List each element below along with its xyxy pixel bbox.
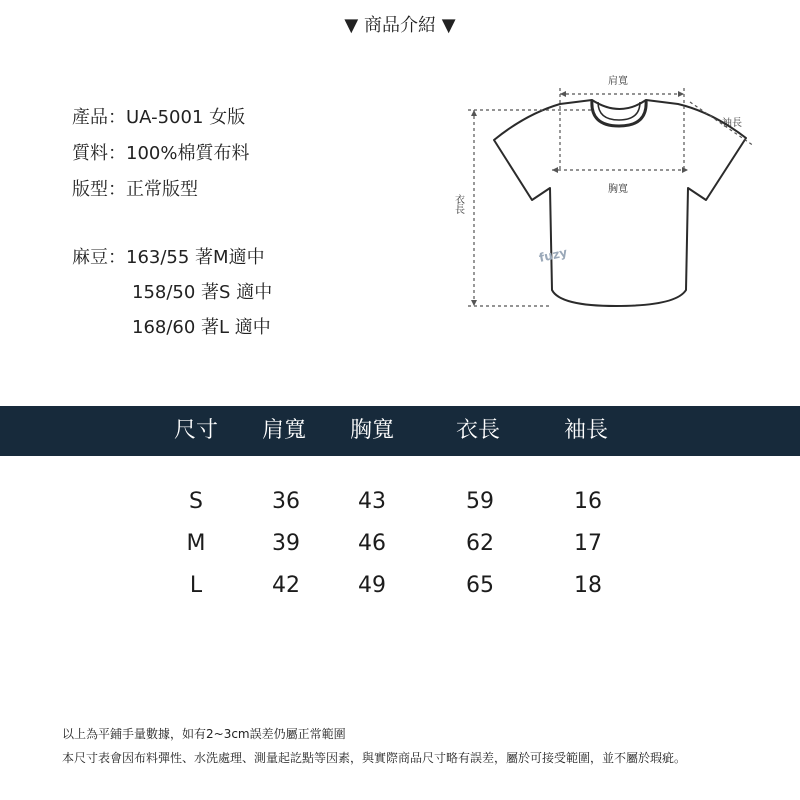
tshirt-measurement-diagram — [440, 66, 770, 326]
spec-fit: 版型：正常版型 — [72, 179, 198, 200]
model-line: 158/50 著S 適中 — [132, 282, 273, 303]
spec-product: 產品：UA-5001 女版 — [72, 107, 246, 128]
table-cell-size: S — [189, 489, 203, 514]
note-line: 以上為平鋪手量數據，如有2~3cm誤差仍屬正常範圍 — [62, 727, 346, 741]
spec-material: 質料：100%棉質布料 — [72, 143, 250, 164]
table-cell: 17 — [574, 531, 602, 556]
table-cell: 16 — [574, 489, 602, 514]
size-table-header — [0, 406, 800, 456]
model-line: 168/60 著L 適中 — [132, 317, 271, 338]
table-cell-size: L — [189, 573, 203, 598]
table-cell: 39 — [272, 531, 300, 556]
model-line: 麻豆：163/55 著M適中 — [72, 247, 265, 268]
shoulder-label: 肩寬 — [608, 76, 628, 87]
header-length: 衣長 — [456, 418, 501, 443]
brand-watermark: fuzy — [537, 245, 569, 265]
table-cell: 18 — [574, 573, 602, 598]
sleeve-label: 袖長 — [722, 118, 742, 129]
measurement-notes — [62, 722, 686, 770]
header-sleeve: 袖長 — [564, 418, 609, 443]
header-shoulder: 肩寬 — [262, 418, 307, 443]
product-specs — [72, 100, 249, 208]
table-cell: 62 — [466, 531, 494, 556]
measure-lines — [468, 88, 754, 306]
header-chest: 胸寬 — [350, 418, 395, 443]
table-cell: 65 — [466, 573, 494, 598]
arrowheads — [471, 91, 688, 306]
table-cell: 43 — [358, 489, 386, 514]
model-info — [72, 240, 272, 345]
table-cell-size: M — [186, 531, 206, 556]
chest-label: 胸寬 — [608, 184, 628, 195]
table-cell: 59 — [466, 489, 494, 514]
section-title: ▼ 商品介紹 ▼ — [344, 15, 456, 36]
table-cell: 49 — [358, 573, 386, 598]
tshirt-outline-icon — [494, 100, 746, 306]
table-cell: 36 — [272, 489, 300, 514]
table-cell: 42 — [272, 573, 300, 598]
table-cell: 46 — [358, 531, 386, 556]
header-size: 尺寸 — [174, 418, 219, 443]
note-line: 本尺寸表會因布料彈性、水洗處理、測量起訖點等因素，與實際商品尺寸略有誤差，屬於可接受範圍，並不屬於瑕疵。 — [62, 751, 687, 765]
length-label: 衣長 — [452, 194, 464, 214]
